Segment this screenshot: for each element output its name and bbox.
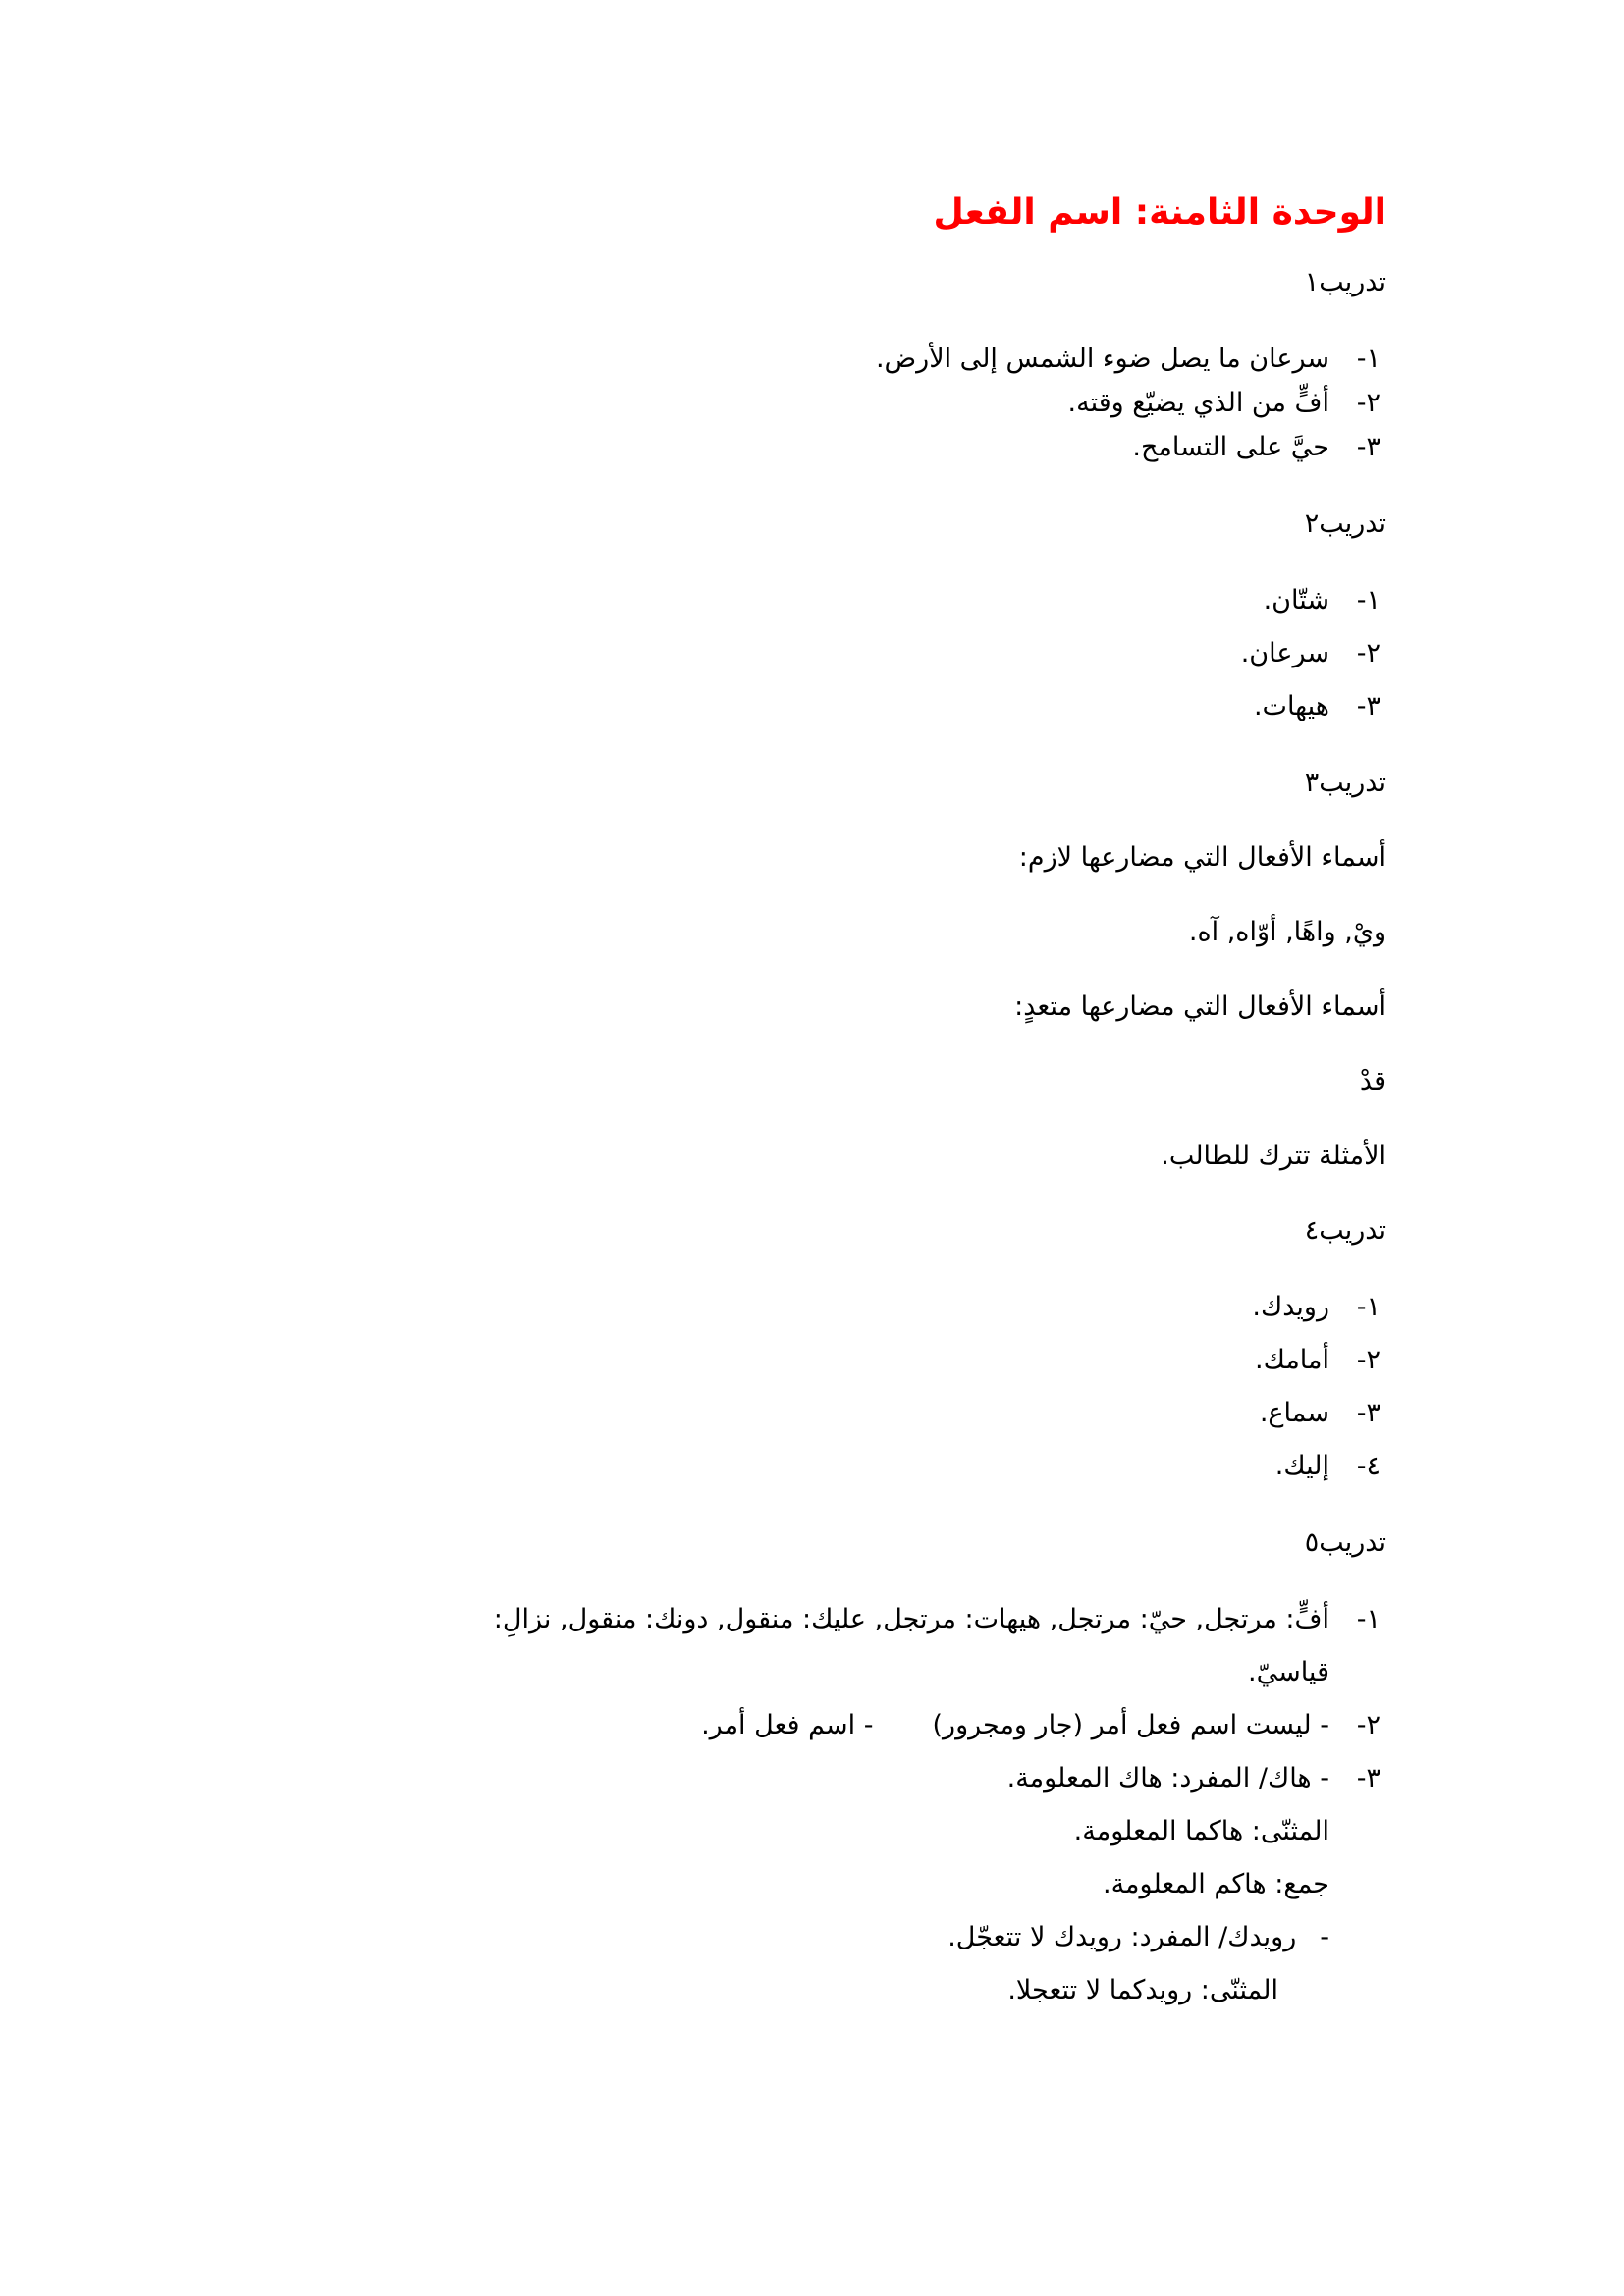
list-item [326, 1699, 1386, 1752]
item-number: ١- [1356, 585, 1380, 615]
list-item [326, 1593, 1386, 1699]
list-item [326, 386, 1386, 421]
item-number: ٣- [1356, 691, 1380, 721]
list-item [326, 1334, 1386, 1387]
item-text: رويدك. [1252, 1292, 1329, 1322]
item-dash: - [1320, 1922, 1329, 1952]
list-item [326, 1440, 1386, 1493]
item-number: ١- [1356, 1604, 1380, 1634]
list-item [326, 627, 1386, 680]
item-text: شتّان. [1263, 585, 1329, 615]
list-item [326, 1387, 1386, 1440]
exercise-1-list [326, 333, 1386, 474]
item-line [326, 1911, 1329, 1964]
mutaadi-title: أسماء الأفعال التي مضارعها متعدٍ: [1014, 991, 1386, 1022]
item-number: ٢- [1356, 638, 1380, 668]
item-number: ٣- [1356, 1763, 1380, 1793]
item-line: أفٍّ: مرتجل, حيّ: مرتجل, هيهات: مرتجل, عليك: منقول, دونك: منقول, نزالِ: [493, 1604, 1329, 1634]
item-text: أفٍّ من الذي يضيّع وقته. [1067, 388, 1329, 418]
item-text [326, 1752, 1329, 2017]
list-item [326, 680, 1386, 733]
item-line: المثنّى: هاكما المعلومة. [1073, 1816, 1329, 1846]
exercise-2-list [326, 574, 1386, 733]
item-text: حيَّ على التسامح. [1132, 432, 1329, 462]
lazim-title: أسماء الأفعال التي مضارعها لازم: [1018, 842, 1386, 873]
item-line: المثنّى: رويدكما لا تتعجلا. [1007, 1975, 1278, 2005]
item-number: ٣- [1356, 432, 1380, 462]
item-text: سماع. [1259, 1398, 1329, 1428]
exercise-4-list [326, 1281, 1386, 1493]
exercise-4-heading: تدريب٤ [1304, 1215, 1386, 1246]
item-text: سرعان. [1240, 638, 1329, 668]
exercise-5-list [326, 1593, 1386, 2017]
list-item [326, 421, 1386, 474]
list-item [326, 574, 1386, 627]
item-line: - هاك/ المفرد: هاك المعلومة. [1006, 1763, 1329, 1793]
item-text: إليك. [1274, 1451, 1329, 1481]
item-number: ١- [1356, 344, 1380, 374]
item-number: ٣- [1356, 1398, 1380, 1428]
lazim-values: ويْ, واهًا, أوّاه, آه. [1188, 917, 1386, 947]
item-text: هيهات. [1253, 691, 1329, 721]
exercise-5-heading: تدريب٥ [1304, 1527, 1386, 1558]
item-number: ٢- [1356, 1710, 1380, 1740]
list-item [326, 333, 1386, 386]
document-body [326, 191, 1386, 2041]
unit-title: الوحدة الثامنة: اسم الفعل [933, 192, 1386, 233]
list-item [326, 1281, 1386, 1334]
item-text: أمامك. [1255, 1345, 1329, 1375]
item-text [326, 1699, 1329, 1752]
exercise-3-heading: تدريب٣ [1304, 768, 1386, 798]
item-text: سرعان ما يصل ضوء الشمس إلى الأرض. [875, 344, 1329, 374]
exercise-3-note: الأمثلة تترك للطالب. [1161, 1141, 1386, 1171]
list-item [326, 1752, 1386, 2017]
mutaadi-values: قدْ [1359, 1066, 1386, 1096]
exercise-2-heading: تدريب٢ [1304, 508, 1386, 539]
item-number: ٢- [1356, 1345, 1380, 1375]
item-part: رويدك/ المفرد: رويدك لا تتعجّل. [947, 1922, 1297, 1952]
item-part: - ليست اسم فعل أمر (جار ومجرور) [932, 1710, 1329, 1740]
item-line: جمع: هاكم المعلومة. [1103, 1869, 1329, 1899]
item-part: - اسم فعل أمر. [701, 1710, 874, 1740]
item-number: ٢- [1356, 388, 1380, 418]
item-line: قياسيّ. [1248, 1657, 1329, 1687]
item-number: ٤- [1356, 1451, 1380, 1481]
item-number: ١- [1356, 1292, 1380, 1322]
item-text [326, 1593, 1329, 1699]
exercise-1-heading: تدريب١ [1304, 267, 1386, 297]
